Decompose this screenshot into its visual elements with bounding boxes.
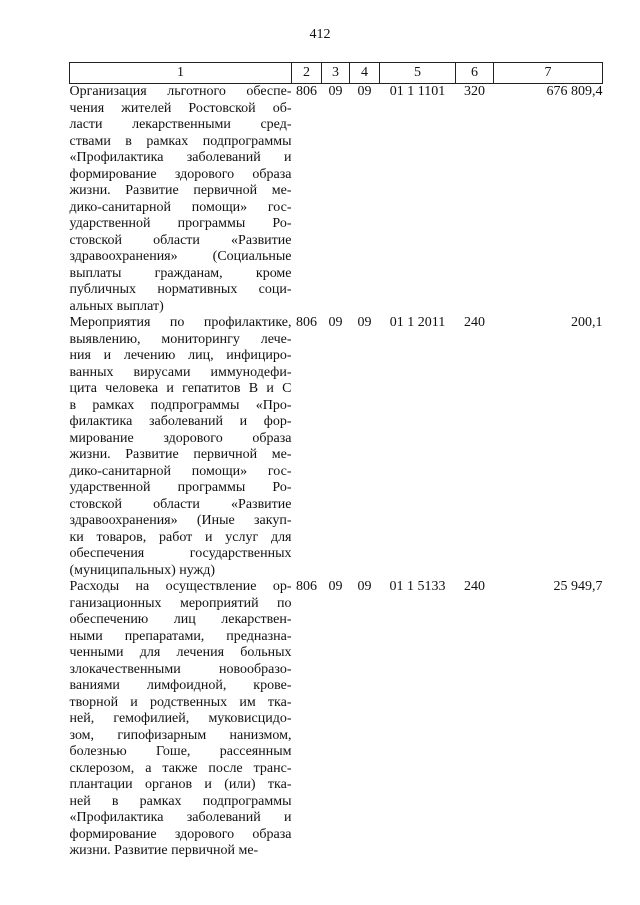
description-line: Расходы на осуществление ор- — [69, 579, 292, 594]
description-line: ударственной программы Ро- — [69, 216, 292, 231]
description-line: стовской области «Развитие — [69, 496, 292, 512]
description-line: альных выплат) — [69, 298, 164, 314]
description-line: цита человека и гепатитов В и С — [69, 381, 292, 396]
description-line: Организация льготного обеспе- — [69, 84, 292, 99]
section-code: 09 — [328, 315, 343, 330]
table-row — [70, 84, 603, 316]
subsection-code: 09 — [357, 315, 372, 330]
description-line: стовской области «Развитие — [69, 232, 292, 248]
description-line: ванных вирусами иммунодефи- — [69, 364, 292, 380]
expense-type-code: 320 — [464, 84, 485, 99]
admin-code: 806 — [296, 579, 317, 594]
description-line: дико-санитарной помощи» гос- — [69, 199, 292, 215]
header-col-1: 1 — [70, 63, 292, 84]
description-line: дико-санитарной помощи» гос- — [69, 463, 292, 479]
page-number: 412 — [309, 27, 331, 42]
description-line: обеспечению лиц лекарствен- — [69, 612, 292, 627]
description-line: филактика заболеваний и фор- — [69, 414, 292, 429]
description-line: здравоохранения» (Социальные — [69, 249, 292, 264]
description-line: ганизационных мероприятий по — [69, 595, 292, 611]
row-description — [70, 84, 292, 316]
header-col-5: 5 — [380, 63, 456, 84]
description-line: ния и лечению лиц, инфициро- — [69, 348, 292, 363]
row-description — [70, 579, 292, 860]
header-col-3: 3 — [322, 63, 350, 84]
description-line: формирование здорового образа — [69, 166, 292, 182]
amount: 25 949,7 — [553, 579, 603, 594]
row-description — [70, 315, 292, 579]
target-article-code: 01 1 5133 — [389, 579, 446, 594]
description-line: «Профилактика заболеваний и — [69, 150, 292, 165]
description-line: Мероприятия по профилактике, — [69, 315, 292, 330]
description-line: жизни. Развитие первичной ме- — [69, 843, 259, 858]
description-line: выявлению, мониторингу лече- — [69, 331, 292, 347]
header-col-4: 4 — [350, 63, 380, 84]
description-line: плантации органов и (или) тка- — [69, 777, 292, 792]
amount: 200,1 — [571, 315, 603, 330]
header-col-7: 7 — [494, 63, 603, 84]
section-code: 09 — [328, 579, 343, 594]
header-col-2: 2 — [292, 63, 322, 84]
header-col-6: 6 — [456, 63, 494, 84]
description-line: зом, гипофизарным нанизмом, — [69, 727, 292, 743]
section-code: 09 — [328, 84, 343, 99]
description-line: жизни. Развитие первичной ме- — [69, 183, 292, 198]
target-article-code: 01 1 1101 — [389, 84, 446, 99]
description-line: ласти лекарственными сред- — [69, 117, 292, 132]
admin-code: 806 — [296, 84, 317, 99]
description-line: ченными для лечения больных — [69, 645, 292, 660]
expense-type-code: 240 — [464, 579, 485, 594]
description-line: злокачественными новообразо- — [69, 661, 292, 677]
description-line: (муниципальных) нужд) — [69, 562, 216, 578]
description-line: склерозом, а также после транс- — [69, 760, 292, 776]
description-line: здравоохранения» (Иные закуп- — [69, 513, 292, 528]
description-line: творной и родственных им тка- — [69, 694, 292, 710]
admin-code: 806 — [296, 315, 317, 330]
description-line: публичных нормативных соци- — [69, 282, 292, 297]
description-line: ударственной программы Ро- — [69, 480, 292, 495]
table-row — [70, 579, 603, 860]
header-row — [70, 63, 603, 84]
amount: 676 809,4 — [546, 84, 603, 99]
subsection-code: 09 — [357, 84, 372, 99]
description-line: ствами в рамках подпрограммы — [69, 133, 292, 149]
description-line: выплаты гражданам, кроме — [69, 265, 292, 281]
description-line: ваниями лимфоидной, крове- — [69, 678, 292, 693]
description-line: чения жителей Ростовской об- — [69, 100, 292, 116]
description-line: «Профилактика заболеваний и — [69, 810, 292, 825]
description-line: ней, гемофилией, муковисцидо- — [69, 711, 292, 726]
description-line: в рамках подпрограммы «Про- — [69, 397, 292, 413]
target-article-code: 01 1 2011 — [389, 315, 446, 330]
description-line: обеспечения государственных — [69, 546, 292, 561]
subsection-code: 09 — [357, 579, 372, 594]
description-line: жизни. Развитие первичной ме- — [69, 447, 292, 462]
description-line: болезнью Гоше, рассеянным — [69, 744, 292, 759]
description-line: мирование здорового образа — [69, 430, 292, 446]
description-line: формирование здорового образа — [69, 826, 292, 842]
expense-type-code: 240 — [464, 315, 485, 330]
budget-table — [69, 62, 603, 860]
table-row — [70, 315, 603, 579]
description-line: ки товаров, работ и услуг для — [69, 529, 292, 545]
description-line: ными препаратами, предназна- — [69, 628, 292, 644]
description-line: ней в рамках подпрограммы — [69, 793, 292, 809]
